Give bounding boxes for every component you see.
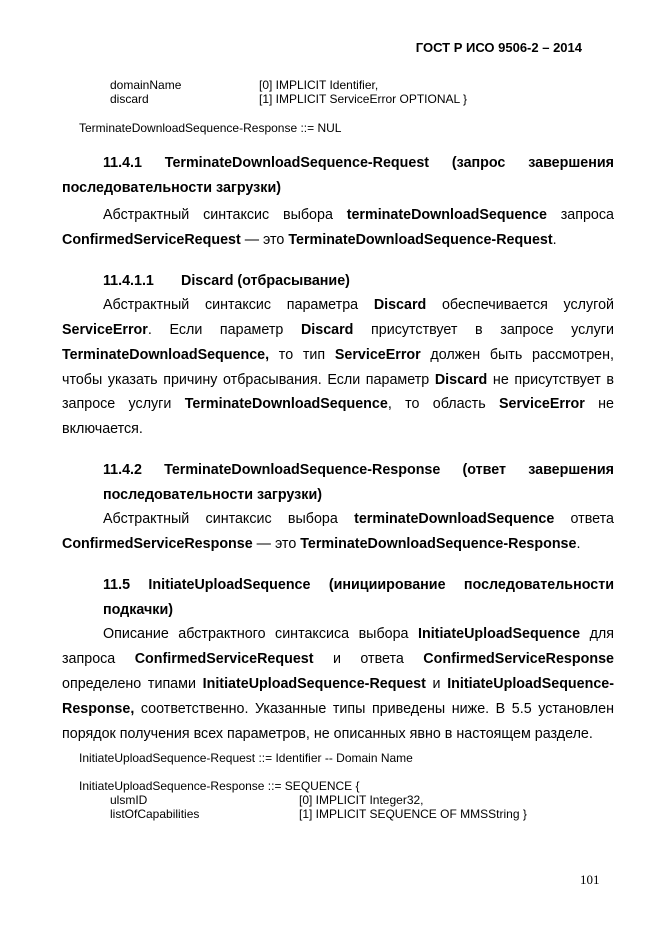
section-heading-11-4-2: 11.4.2 TerminateDownloadSequence-Response (ответ завершения [103, 462, 614, 478]
code-field-name: ulsmID [110, 793, 148, 807]
code-field-value: [1] IMPLICIT SEQUENCE OF MMSString } [299, 807, 527, 821]
section-number-11-4-1-1: 11.4.1.1 [103, 273, 154, 289]
page-number: 101 [580, 872, 600, 887]
section-heading-11-5: 11.5 InitiateUploadSequence (инициирование последовательности [103, 577, 614, 593]
section-heading-11-4-1: 11.4.1 TerminateDownloadSequence-Request (запрос завершения [103, 155, 614, 171]
paragraph-line: ConfirmedServiceRequest — это TerminateDownloadSequence-Request. [62, 232, 557, 248]
code-field-name: discard [110, 92, 149, 106]
paragraph-line: Абстрактный синтаксис выбора terminateDownloadSequence запроса [103, 207, 614, 223]
paragraph-line: Response, соответственно. Указанные типы приведены ниже. В 5.5 установлен [62, 701, 614, 717]
paragraph-line: Абстрактный синтаксис параметра Discard обеспечивается услугой [103, 297, 615, 313]
code-field-name: listOfCapabilities [110, 807, 200, 821]
code-definition: TerminateDownloadSequence-Response ::= NUL [79, 121, 342, 135]
code-definition: InitiateUploadSequence-Response ::= SEQUENCE { [79, 779, 360, 793]
paragraph-line: Абстрактный синтаксис выбора terminateDownloadSequence ответа [103, 511, 614, 527]
paragraph-line: чтобы указать причину отбрасывания. Если параметр Discard не присутствует в [62, 372, 614, 388]
paragraph-line: ConfirmedServiceResponse — это TerminateDownloadSequence-Response. [62, 536, 581, 552]
code-definition: InitiateUploadSequence-Request ::= Identifier -- Domain Name [79, 751, 413, 765]
section-heading-11-4-2-cont: последовательности загрузки) [103, 487, 322, 503]
section-heading-11-4-1-cont: последовательности загрузки) [62, 180, 281, 196]
paragraph-line: определено типами InitiateUploadSequence-Request и InitiateUploadSequence- [62, 676, 615, 692]
paragraph-line: запроса ConfirmedServiceRequest и ответа ConfirmedServiceResponse [62, 651, 614, 667]
code-field-value: [1] IMPLICIT ServiceError OPTIONAL } [259, 92, 468, 106]
paragraph-line: ServiceError. Если параметр Discard присутствует в запросе услуги [62, 322, 614, 338]
paragraph-line: запросе услуги TerminateDownloadSequence, то область ServiceError не [62, 396, 614, 412]
section-heading-11-5-cont: подкачки) [103, 602, 174, 618]
code-field-value: [0] IMPLICIT Integer32, [299, 793, 424, 807]
page-header: ГОСТ Р ИСО 9506-2 – 2014 [415, 40, 582, 55]
code-field-name: domainName [110, 78, 182, 92]
paragraph-line: TerminateDownloadSequence, то тип ServiceError должен быть рассмотрен, [62, 347, 614, 363]
section-title-11-4-1-1: Discard (отбрасывание) [181, 273, 350, 289]
paragraph-line: порядок получения всех параметров, не описанных явно в настоящем разделе. [62, 726, 593, 742]
paragraph-line: Описание абстрактного синтаксиса выбора InitiateUploadSequence для [103, 626, 614, 642]
paragraph-line: включается. [62, 421, 143, 437]
code-field-value: [0] IMPLICIT Identifier, [259, 78, 379, 92]
